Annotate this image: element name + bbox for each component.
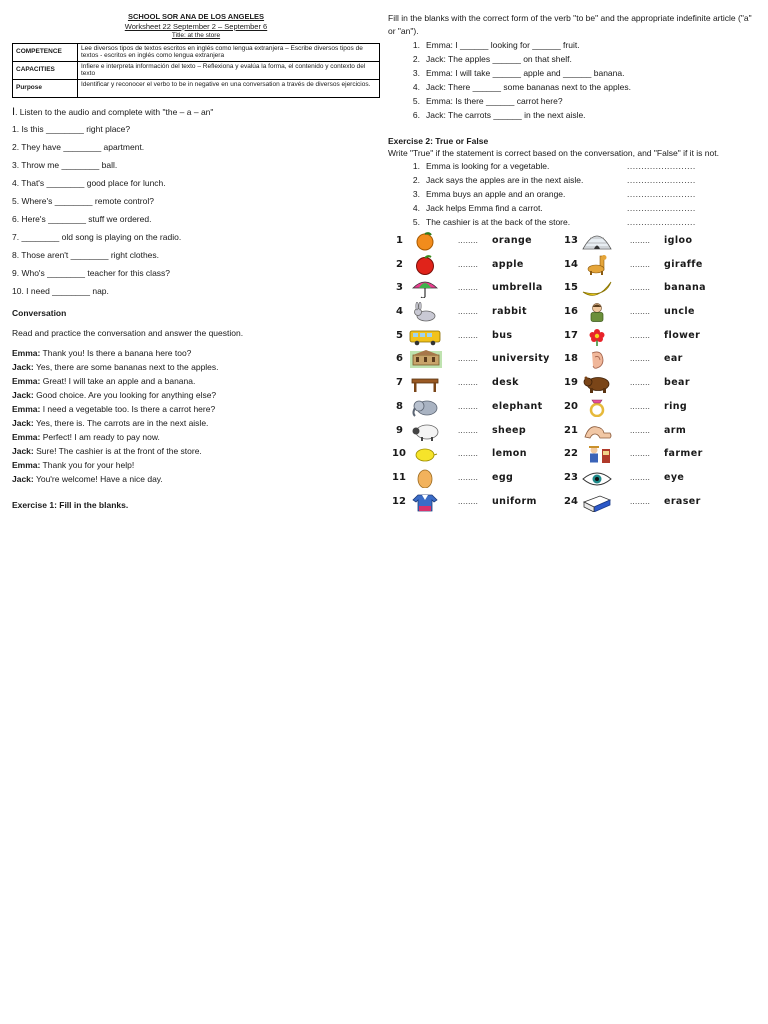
- vocab-word: uncle: [664, 306, 695, 318]
- list-item: [388, 38, 760, 52]
- vocab-word: bear: [664, 377, 690, 389]
- vocab-number: 18: [564, 353, 578, 365]
- vocab-word: orange: [492, 235, 533, 246]
- igloo-icon: [580, 231, 614, 251]
- speaker: Emma:: [12, 432, 41, 443]
- vocab-row: [392, 490, 736, 514]
- list-item: [388, 201, 760, 215]
- listen-items: [12, 120, 380, 300]
- line-text: Yes, there is. The carrots are in the next aisle.: [33, 417, 209, 428]
- list-item: 5. Where's ________ remote control?: [12, 195, 154, 206]
- vocab-word: eraser: [664, 495, 701, 507]
- answer-blank: ........: [458, 401, 479, 411]
- right-column: [388, 12, 760, 229]
- conversation-heading: Conversation: [12, 307, 67, 318]
- vocab-word: igloo: [664, 235, 693, 246]
- item-number: 5.: [412, 96, 420, 107]
- vocab-number: 16: [564, 306, 578, 318]
- answer-blank: ........: [458, 283, 479, 293]
- desk-icon: [408, 373, 442, 393]
- vocab-word: desk: [492, 377, 519, 389]
- orange-icon: [408, 231, 442, 251]
- vocab-number: 20: [564, 400, 578, 412]
- answer-blank: ........: [458, 449, 479, 459]
- capacities-text: Infiere e interpreta información del texto – Reflexiona y evalúa la forma, el contenido y contexto del texto: [78, 61, 380, 79]
- dialogue-line: [12, 416, 380, 430]
- vocab-number: 5: [396, 329, 403, 341]
- dialogue-line: [12, 458, 380, 472]
- answer-blank: ........: [630, 259, 651, 269]
- vocab-word: flower: [664, 329, 701, 341]
- vocab-word: elephant: [492, 400, 543, 412]
- vocab-word: university: [492, 353, 550, 365]
- vocab-number: 11: [392, 471, 406, 483]
- answer-blank: ........................: [627, 160, 696, 171]
- university-icon: [408, 349, 442, 369]
- answer-blank: ........: [630, 378, 651, 388]
- speaker: Emma:: [12, 403, 41, 414]
- answer-blank: ........: [458, 330, 479, 340]
- answer-blank: ........................: [627, 174, 696, 185]
- answer-blank: ........: [630, 425, 651, 435]
- vocab-number: 7: [396, 377, 403, 389]
- vocab-row: [392, 324, 736, 348]
- item-text: Jack helps Emma find a carrot.: [426, 202, 543, 213]
- item-text: Jack: The apples ______ on that shelf.: [426, 54, 572, 65]
- list-item: [388, 108, 760, 122]
- answer-blank: ........: [458, 425, 479, 435]
- dialogue-line: [12, 430, 380, 444]
- table-row: [13, 79, 380, 97]
- vocab-word: sheep: [492, 424, 527, 436]
- line-text: Good choice. Are you looking for anything else?: [33, 389, 217, 400]
- line-text: Great! I will take an apple and a banana.: [40, 375, 196, 386]
- list-item: 7. ________ old song is playing on the radio.: [12, 231, 182, 242]
- list-item: [388, 159, 760, 173]
- exercise1-instruction: Fill in the blanks with the correct form of the verb "to be" and the appropriate indefinite article ("a" or "an").: [388, 13, 752, 36]
- vocab-word: banana: [664, 282, 706, 294]
- list-item: [388, 94, 760, 108]
- item-number: 4.: [412, 82, 420, 93]
- answer-blank: ........: [458, 259, 479, 269]
- item-text: Emma: I will take ______ apple and ______ banana.: [426, 68, 625, 79]
- elephant-icon: [408, 397, 442, 417]
- vocab-row: [392, 347, 736, 371]
- vocab-number: 14: [564, 258, 578, 270]
- answer-blank: ........: [630, 496, 651, 506]
- worksheet-title: Title: at the store: [171, 32, 221, 39]
- item-text: Emma: Is there ______ carrot here?: [426, 96, 563, 107]
- arm-icon: [580, 421, 614, 441]
- list-item: [388, 173, 760, 187]
- dialogue-line: [12, 402, 380, 416]
- competence-label: COMPETENCE: [13, 43, 78, 61]
- item-text: Jack: The carrots ______ in the next aisle.: [426, 110, 586, 121]
- item-number: 2.: [412, 174, 420, 185]
- item-text: Jack says the apples are in the next aisle.: [426, 174, 584, 185]
- vocab-number: 6: [396, 353, 403, 365]
- item-text: Emma buys an apple and an orange.: [426, 188, 566, 199]
- vocab-word: giraffe: [664, 258, 703, 270]
- speaker: Jack:: [12, 474, 34, 485]
- vocab-word: umbrella: [492, 282, 543, 294]
- capacities-label: CAPACITIES: [13, 61, 78, 79]
- list-item: [388, 66, 760, 80]
- school-name: SCHOOL SOR ANA DE LOS ANGELES: [127, 12, 265, 21]
- item-number: 4.: [412, 202, 420, 213]
- item-text: The cashier is at the back of the store.: [426, 216, 571, 227]
- vocab-row: [392, 466, 736, 490]
- eraser-icon: [580, 492, 614, 512]
- vocab-number: 24: [564, 495, 578, 507]
- ear-icon: [580, 349, 614, 369]
- line-text: Perfect! I am ready to pay now.: [40, 432, 160, 443]
- vocab-word: ring: [664, 400, 688, 412]
- vocab-number: 22: [564, 448, 578, 460]
- rabbit-icon: [408, 302, 442, 322]
- vocab-word: lemon: [492, 448, 527, 460]
- lemon-icon: [408, 444, 442, 464]
- vocab-number: 12: [392, 495, 406, 507]
- vocabulary-grid: [392, 229, 736, 517]
- list-item: [388, 187, 760, 201]
- line-text: Sure! The cashier is at the front of the store.: [33, 446, 202, 457]
- vocab-number: 13: [564, 235, 578, 246]
- exercise2-instruction: Write "True" if the statement is correct based on the conversation, and "False" if it is not.: [388, 147, 719, 158]
- uncle-icon: [580, 302, 614, 322]
- answer-blank: ........: [630, 401, 651, 411]
- vocab-number: 21: [564, 424, 578, 436]
- speaker: Emma:: [12, 375, 41, 386]
- vocab-row: [392, 395, 736, 419]
- listen-instruction: [12, 106, 380, 118]
- vocab-row: [392, 371, 736, 395]
- worksheet-dates: Worksheet 22 September 2 – September 6: [124, 21, 268, 31]
- left-column: [12, 12, 380, 510]
- line-text: Yes, there are some bananas next to the apples.: [33, 361, 219, 372]
- vocab-number: 1: [396, 235, 403, 246]
- competence-text: Lee diversos tipos de textos escritos en inglés como lengua extranjera – Escribe diversos tipos de textos - escritos en inglés como lengua extranjera: [78, 43, 380, 61]
- banana-icon: [580, 278, 614, 298]
- list-item: 3. Throw me ________ ball.: [12, 159, 118, 170]
- farmer-icon: [580, 444, 614, 464]
- answer-blank: ........: [458, 378, 479, 388]
- item-text: Jack: There ______ some bananas next to the apples.: [426, 82, 631, 93]
- speaker: Jack:: [12, 361, 34, 372]
- vocab-word: egg: [492, 471, 514, 483]
- answer-blank: ........: [630, 354, 651, 364]
- apple-icon: [408, 255, 442, 275]
- worksheet-header: [12, 12, 380, 41]
- exercise1-list: [388, 38, 760, 123]
- exercise2-heading: Exercise 2: True or False: [388, 135, 489, 146]
- list-item: 9. Who's ________ teacher for this class?: [12, 267, 171, 278]
- item-number: 1.: [412, 40, 420, 50]
- vocab-row: [392, 276, 736, 300]
- listen-instruction-text: . Listen to the audio and complete with "the – a – an": [15, 106, 214, 117]
- vocab-row: [392, 253, 736, 277]
- list-item: [388, 215, 760, 229]
- answer-blank: ........: [458, 354, 479, 364]
- item-number: 6.: [412, 110, 420, 121]
- line-text: Thank you for your help!: [40, 460, 135, 471]
- table-row: [13, 43, 380, 61]
- sheep-icon: [408, 421, 442, 441]
- vocab-word: arm: [664, 424, 687, 436]
- vocab-row: [392, 419, 736, 443]
- item-number: 2.: [412, 54, 420, 65]
- vocab-number: 2: [396, 258, 403, 270]
- list-item: 8. Those aren't ________ right clothes.: [12, 249, 160, 260]
- speaker: Jack:: [12, 417, 34, 428]
- dialogue-line: [12, 346, 380, 360]
- list-item: [388, 80, 760, 94]
- vocab-word: apple: [492, 258, 524, 270]
- item-text: Emma: I ______ looking for ______ fruit.: [426, 40, 580, 50]
- vocab-word: bus: [492, 329, 513, 341]
- speaker: Emma:: [12, 347, 41, 358]
- answer-blank: ........: [458, 307, 479, 317]
- vocab-number: 15: [564, 282, 578, 294]
- list-item: 1. Is this ________ right place?: [12, 123, 131, 134]
- bus-icon: [408, 326, 442, 346]
- vocab-number: 8: [396, 400, 403, 412]
- giraffe-icon: [580, 255, 614, 275]
- vocab-number: 4: [396, 306, 403, 318]
- line-text: Thank you! Is there a banana here too?: [40, 347, 192, 358]
- item-number: 1.: [412, 160, 420, 171]
- uniform-icon: [408, 492, 442, 512]
- info-table: [12, 43, 380, 98]
- purpose-text: Identificar y reconocer el verbo to be in negative en una conversation a través de diversos ejercicios.: [78, 79, 380, 97]
- item-number: 3.: [412, 188, 420, 199]
- list-item: 10. I need ________ nap.: [12, 285, 109, 296]
- dialogue-line: [12, 444, 380, 458]
- list-item: 2. They have ________ apartment.: [12, 141, 145, 152]
- bear-icon: [580, 373, 614, 393]
- line-text: You're welcome! Have a nice day.: [33, 474, 163, 485]
- vocab-row: [392, 442, 736, 466]
- list-item: 6. Here's ________ stuff we ordered.: [12, 213, 152, 224]
- flower-icon: [580, 326, 614, 346]
- answer-blank: ........: [630, 330, 651, 340]
- answer-blank: ........: [458, 496, 479, 506]
- dialogue-line: [12, 388, 380, 402]
- vocab-word: rabbit: [492, 306, 527, 318]
- vocab-word: ear: [664, 353, 683, 365]
- exercise1-heading: Exercise 1: Fill in the blanks.: [12, 500, 129, 511]
- purpose-label: Purpose: [13, 79, 78, 97]
- answer-blank: ........................: [627, 216, 696, 227]
- umbrella-icon: [408, 278, 442, 298]
- vocab-number: 10: [392, 448, 406, 460]
- speaker: Emma:: [12, 460, 41, 471]
- dialogue-line: [12, 374, 380, 388]
- exercise2-list: [388, 159, 760, 229]
- dialogue-line: [12, 360, 380, 374]
- vocab-word: uniform: [492, 495, 537, 507]
- answer-blank: ........: [630, 449, 651, 459]
- answer-blank: ........: [458, 472, 479, 482]
- list-item: [388, 52, 760, 66]
- dialogue: [12, 346, 380, 487]
- table-row: [13, 61, 380, 79]
- vocab-word: eye: [664, 471, 685, 483]
- answer-blank: ........: [630, 283, 651, 293]
- item-number: 5.: [412, 216, 420, 227]
- answer-blank: ........: [458, 236, 479, 245]
- answer-blank: ........................: [627, 202, 696, 213]
- vocab-row: [392, 229, 736, 253]
- section-numeral: I: [12, 105, 16, 118]
- ring-icon: [580, 397, 614, 417]
- answer-blank: ........: [630, 307, 651, 317]
- egg-icon: [408, 468, 442, 488]
- item-number: 3.: [412, 68, 420, 79]
- vocab-number: 19: [564, 377, 578, 389]
- vocab-number: 23: [564, 471, 578, 483]
- line-text: I need a vegetable too. Is there a carrot here?: [40, 403, 216, 414]
- conversation-instruction: Read and practice the conversation and answer the question.: [12, 327, 244, 338]
- speaker: Jack:: [12, 389, 34, 400]
- vocab-row: [392, 300, 736, 324]
- list-item: 4. That's ________ good place for lunch.: [12, 177, 166, 188]
- eye-icon: [580, 468, 614, 488]
- dialogue-line: [12, 472, 380, 486]
- vocab-number: 3: [396, 282, 403, 294]
- vocab-word: farmer: [664, 448, 703, 460]
- answer-blank: ........: [630, 236, 651, 245]
- answer-blank: ........................: [627, 188, 696, 199]
- vocab-number: 9: [396, 424, 403, 436]
- vocab-number: 17: [564, 329, 578, 341]
- answer-blank: ........: [630, 472, 651, 482]
- speaker: Jack:: [12, 446, 34, 457]
- item-text: Emma is looking for a vegetable.: [426, 160, 550, 171]
